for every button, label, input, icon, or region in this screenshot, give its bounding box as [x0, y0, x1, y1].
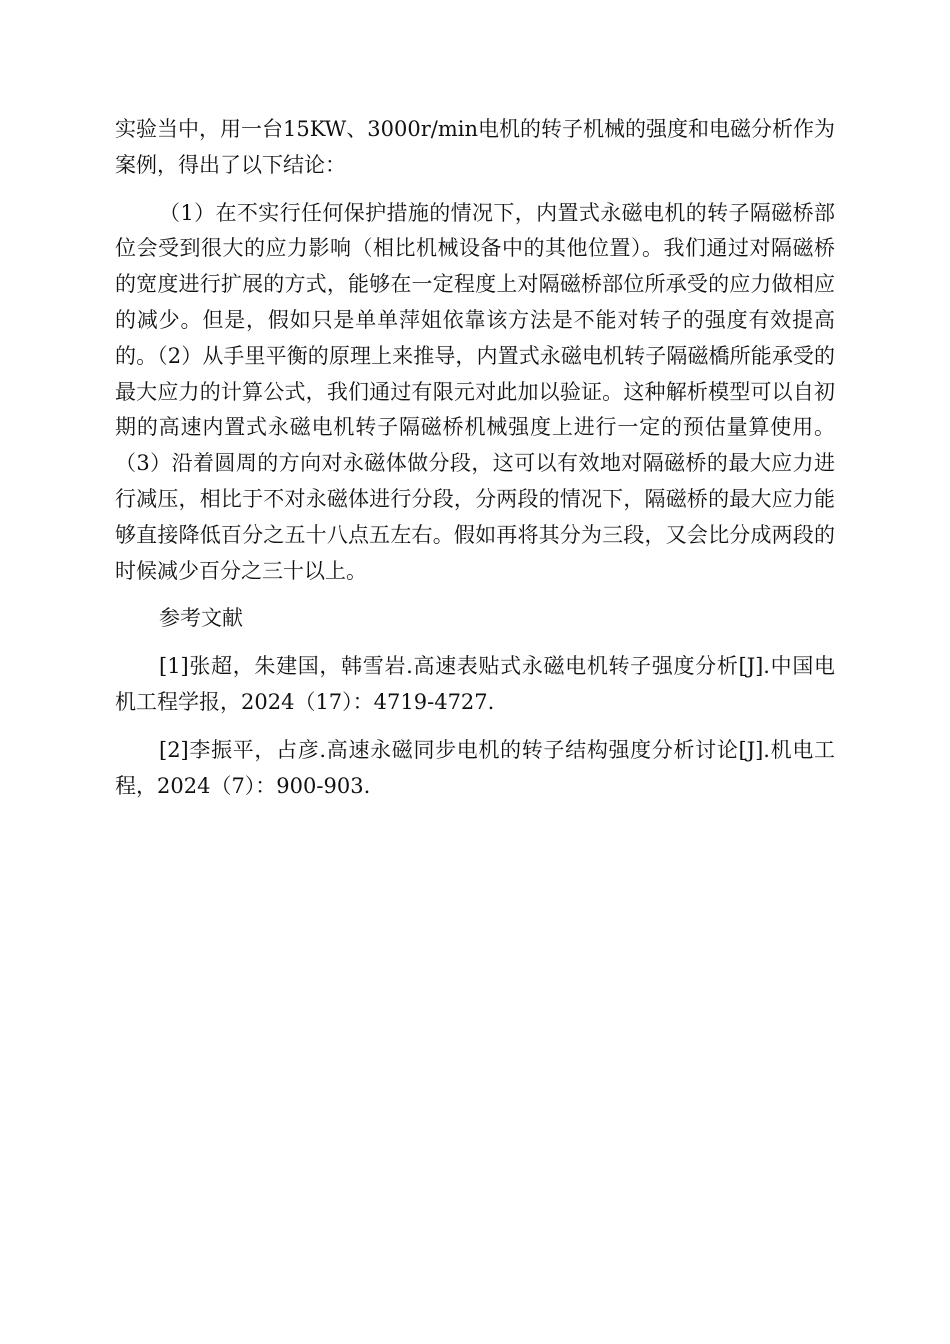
conclusion-paragraph: （1）在不实行任何保护措施的情况下，内置式永磁电机的转子隔磁桥部位会受到很大的应力影响（相比机械设备中的其他位置）。我们通过对隔磁桥的宽度进行扩展的方式，能够在一定程度上对隔磁桥部位所承受的应力做相应的减少。但是，假如只是单单萍姐依靠该方法是不能对转子的强度有效提高的。（2）从手里平衡的原理上来推导，内置式永磁电机转子隔磁橋所能承受的最大应力的计算公式，我们通过有限元对此加以验证。这种解析模型可以自初期的高速内置式永磁电机转子隔磁桥机械强度上进行一定的预估量算使用。（3）沿着圆周的方向对永磁体做分段，这可以有效地对隔磁桥的最大应力进行减压，相比于不对永磁体进行分段，分两段的情况下，隔磁桥的最大应力能够直接降低百分之五十八点五左右。假如再将其分为三段，又会比分成两段的时候减少百分之三十以上。	[115, 200, 835, 583]
reference-item-1: [1]张超，朱建国，韩雪岩.高速表贴式永磁电机转子强度分析[J].中国电机工程学报，2024（17）：4719-4727.	[115, 654, 835, 714]
references-heading: 参考文献	[159, 606, 243, 631]
document-page	[115, 112, 835, 804]
intro-paragraph: 实验当中，用一台15KW、3000r/min电机的转子机械的强度和电磁分析作为案例，得出了以下结论：	[115, 117, 835, 177]
reference-item-2: [2]李振平，占彦.高速永磁同步电机的转子结构强度分析讨论[J].机电工程，2024（7）：900-903.	[115, 737, 835, 798]
